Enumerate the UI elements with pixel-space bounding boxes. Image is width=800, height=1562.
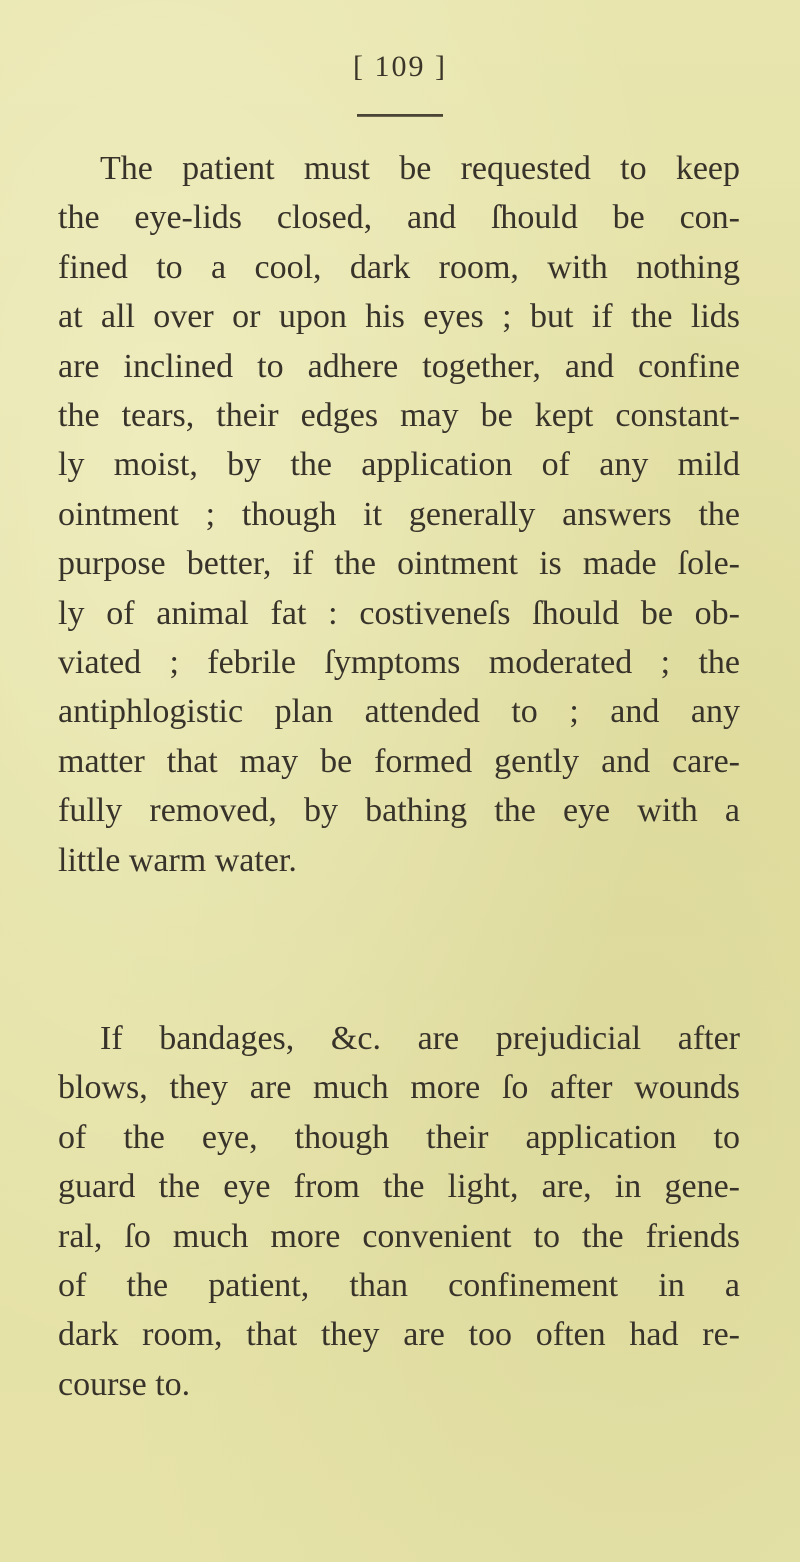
text-line: ly of animal fat : costiveneſs ſhould be ob- — [58, 594, 740, 632]
text-line: of the eye, though their application to — [58, 1118, 740, 1156]
text-line: the eye-lids closed, and ſhould be con- — [58, 199, 740, 237]
text-line: at all over or upon his eyes ; but if the lids — [58, 298, 740, 336]
text-line: antiphlogistic plan attended to ; and any — [58, 693, 740, 731]
text-line: guard the eye from the light, are, in gene- — [58, 1168, 740, 1206]
text-line: are inclined to adhere together, and confine — [58, 347, 740, 385]
header-rule — [357, 114, 443, 117]
text-line: ral, ſo much more convenient to the friends — [58, 1217, 740, 1255]
text-line: If bandages, &c. are prejudicial after — [100, 1020, 740, 1057]
paragraph-1 — [58, 144, 740, 885]
text-line: fined to a cool, dark room, with nothing — [58, 248, 740, 286]
text-line: The patient must be requested to keep — [100, 150, 740, 187]
text-line: the tears, their edges may be kept constant- — [58, 397, 740, 435]
page-number: [ 109 ] — [353, 50, 447, 83]
text-line: little warm water. — [58, 841, 297, 879]
text-line: course to. — [58, 1365, 191, 1403]
text-line: purpose better, if the ointment is made ſole- — [58, 545, 740, 583]
text-line: ly moist, by the application of any mild — [58, 446, 740, 484]
text-line: viated ; febrile ſymptoms moderated ; the — [58, 644, 740, 682]
text-line: matter that may be formed gently and care- — [58, 742, 740, 780]
text-line: of the patient, than confinement in a — [58, 1267, 740, 1305]
text-line: fully removed, by bathing the eye with a — [58, 792, 740, 830]
text-line: dark room, that they are too often had re- — [58, 1316, 740, 1354]
paragraph-2 — [58, 1014, 740, 1409]
text-line: ointment ; though it generally answers the — [58, 495, 740, 533]
text-line: blows, they are much more ſo after wounds — [58, 1069, 740, 1107]
